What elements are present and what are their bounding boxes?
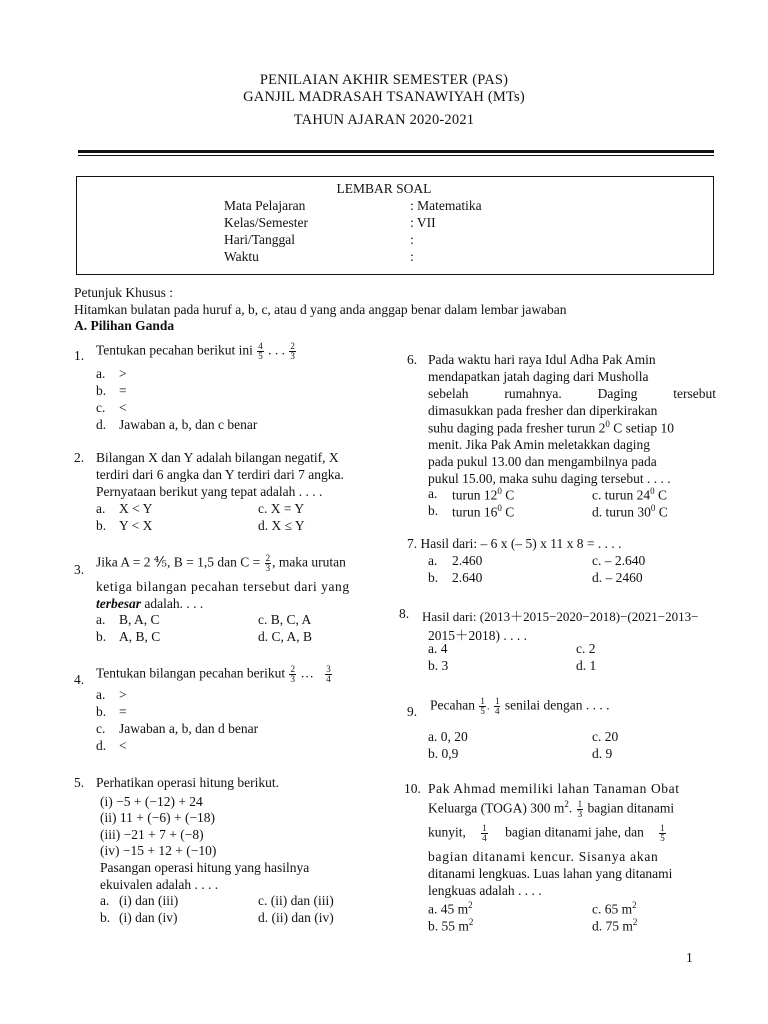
box-label-time: Waktu	[224, 249, 259, 264]
q7-text: 7. Hasil dari: – 6 x (– 5) x 11 x 8 = . . . .	[407, 536, 622, 551]
q10-option-b: b. 55 $m^2$	[428, 917, 474, 934]
q2-option-c: c. X = Y	[258, 501, 305, 516]
q3-option-b-letter: b.	[96, 629, 107, 644]
q3-number: 3.	[74, 562, 85, 577]
q6-line-1: Pada waktu hari raya Idul Adha Pak Amin	[428, 352, 656, 367]
page-number: 1	[686, 950, 693, 965]
q5-option-c: c. (ii) dan (iii)	[258, 893, 334, 908]
q4-option-b-letter: b.	[96, 704, 107, 719]
box-label-subject: Mata Pelajaran	[224, 198, 306, 213]
header-line-2: GANJIL MADRASAH TSANAWIYAH (MTs)	[243, 89, 525, 105]
header-line-1: PENILAIAN AKHIR SEMESTER (PAS)	[259, 72, 509, 88]
q3-option-b: A, B, C	[119, 629, 161, 644]
q4-fraction-2: $\frac{3}{4}$	[326, 664, 331, 684]
q5-option-a-letter: a.	[100, 893, 110, 908]
q5-number: 5.	[74, 775, 85, 790]
q10-line-1: Pak Ahmad memiliki lahan Tanaman Obat	[428, 781, 680, 796]
q6-line-7: pada pukul 13.00 dan mengambilnya pada	[428, 454, 657, 469]
q3-line-1: Jika A = 2 ⅘, B = 1,5 dan C = $\frac{2}{3}$ , maka urutan	[96, 553, 346, 573]
q1-fraction-1: $\frac{4}{5}$	[258, 341, 263, 361]
q4-option-c: Jawaban a, b, dan d benar	[119, 721, 259, 736]
q8-line-2: 2015＋2018) . . . .	[428, 628, 527, 643]
q7-option-a-letter: a.	[428, 553, 438, 568]
box-value-time: :	[410, 249, 414, 264]
q4-option-d: <	[119, 738, 127, 753]
q7-option-d: d. – 2460	[592, 570, 643, 585]
q1-option-c: <	[119, 400, 127, 415]
q5-item-iii: (iii) −21 + 7 + (−8)	[100, 827, 204, 842]
q4-number: 4.	[74, 672, 85, 687]
q3-line-2: ketiga bilangan pecahan tersebut dari yang	[96, 579, 350, 594]
q4-option-a-letter: a.	[96, 687, 106, 702]
q9-fraction-2: $\frac{1}{4}$	[494, 696, 500, 716]
q3-line-3: terbesar adalah. . . .	[96, 596, 204, 611]
q3-option-a-letter: a.	[96, 612, 106, 627]
q1-option-b-letter: b.	[96, 383, 107, 398]
q10-line-3: kunyit, $\frac{1}{4}$ bagian ditanami jahe, dan $\frac{1}{5}$	[428, 823, 665, 843]
q6-option-b: turun $16^0$ C	[452, 503, 515, 520]
q2-line-3: Pernyataan berikut yang tepat adalah . . . .	[96, 484, 323, 499]
q5-option-a: (i) dan (iii)	[119, 893, 179, 908]
q4-option-d-letter: d.	[96, 738, 107, 753]
q2-option-a-letter: a.	[96, 501, 106, 516]
q4-text: Tentukan bilangan pecahan berikut $\frac{2}{3}$ … $\frac{3}{4}$	[96, 664, 331, 684]
box-title: LEMBAR SOAL	[336, 181, 432, 196]
q10-option-c: c. 65 $m^2$	[592, 900, 637, 917]
q2-option-d: d. X ≤ Y	[258, 518, 305, 533]
q8-option-b: b. 3	[428, 658, 449, 673]
q10-number: 10.	[404, 781, 421, 796]
q10-line-5: ditanami lengkuas. Luas lahan yang ditanami	[428, 866, 673, 881]
q5-line-1: Perhatikan operasi hitung berikut.	[96, 775, 279, 790]
q10-line-2: Keluarga (TOGA) 300 $m^2$. $\frac{1}{3}$ bagian ditanami	[428, 798, 675, 819]
q2-option-b: Y < X	[119, 518, 153, 533]
q6-option-d: d. turun $30^0$ C	[592, 503, 668, 520]
box-label-date: Hari/Tanggal	[224, 232, 296, 247]
q6-line-2: mendapatkan jatah daging dari Musholla	[428, 369, 649, 384]
q10-option-a: a. 45 $m^2$	[428, 900, 473, 917]
q7-option-b-letter: b.	[428, 570, 439, 585]
q8-option-d: d. 1	[576, 658, 597, 673]
instructions-label: Petunjuk Khusus :	[74, 285, 174, 300]
q5-item-i: (i) −5 + (−12) + 24	[100, 794, 203, 809]
q5-option-b-letter: b.	[100, 910, 111, 925]
q2-number: 2.	[74, 450, 85, 465]
q3-option-c: c. B, C, A	[258, 612, 312, 627]
q9-option-c: c. 20	[592, 729, 619, 744]
q3-option-d: d. C, A, B	[258, 629, 313, 644]
q10-fraction-3: $\frac{1}{5}$	[660, 823, 665, 843]
q1-option-c-letter: c.	[96, 400, 106, 415]
q1-option-d-letter: d.	[96, 417, 107, 432]
q10-line-6: lengkuas adalah . . . .	[428, 883, 542, 898]
q6-number: 6.	[407, 352, 418, 367]
q1-option-b: =	[119, 383, 127, 398]
q10-line-4: bagian ditanami kencur. Sisanya akan	[428, 849, 659, 864]
q2-line-1: Bilangan X dan Y adalah bilangan negatif, X	[96, 450, 339, 465]
q6-option-a: turun $12^0$ C	[452, 486, 515, 503]
q5-item-ii: (ii) 11 + (−6) + (−18)	[100, 810, 216, 825]
q1-fraction-2: $\frac{2}{3}$	[290, 341, 295, 361]
header-rule-thick	[78, 150, 714, 153]
box-value-class: : VII	[410, 215, 436, 230]
q5-item-iv: (iv) −15 + 12 + (−10)	[100, 843, 217, 858]
q1-number: 1.	[74, 348, 85, 363]
q5-line-3: ekuivalen adalah . . . .	[100, 877, 219, 892]
q4-option-b: =	[119, 704, 127, 719]
q6-line-3: sebelah rumahnya. Daging tersebut	[428, 386, 716, 401]
box-label-class: Kelas/Semester	[224, 215, 308, 230]
q8-option-c: c. 2	[576, 641, 596, 656]
q9-option-b: b. 0,9	[428, 746, 459, 761]
header-rule-thin	[78, 155, 714, 156]
q4-fraction-1: $\frac{2}{3}$	[290, 664, 295, 684]
q4-option-a: >	[119, 687, 127, 702]
q6-option-a-letter: a.	[428, 486, 438, 501]
box-value-date: :	[410, 232, 414, 247]
q6-line-6: menit. Jika Pak Amin meletakkan daging	[428, 437, 650, 452]
q10-fraction-1: $\frac{1}{3}$	[577, 798, 583, 819]
q6-line-5: suhu daging pada fresher turun $2^0$ C setiap 10	[428, 419, 674, 436]
q10-option-d: d. 75 $m^2$	[592, 917, 638, 934]
q7-option-b: 2.640	[452, 570, 483, 585]
q9-option-d: d. 9	[592, 746, 613, 761]
q7-option-c: c. – 2.640	[592, 553, 646, 568]
q8-line-1: Hasil dari: (2013＋2015−2020−2018)−(2021−2013−	[422, 609, 699, 624]
q3-fraction: $\frac{2}{3}$	[265, 553, 271, 573]
q9-number: 9.	[407, 704, 418, 719]
q1-option-a: >	[119, 366, 127, 381]
q9-fraction-1: $\frac{1}{5}$	[480, 696, 485, 716]
q10-fraction-2: $\frac{1}{4}$	[482, 823, 487, 843]
q9-text: Pecahan $\frac{1}{5}$ . $\frac{1}{4}$ senilai dengan . . . .	[430, 696, 610, 716]
q9-option-a: a. 0, 20	[428, 729, 468, 744]
q2-option-b-letter: b.	[96, 518, 107, 533]
section-title: A. Pilihan Ganda	[74, 318, 175, 333]
instructions-text: Hitamkan bulatan pada huruf a, b, c, atau d yang anda anggap benar dalam lembar jawaban	[74, 302, 567, 317]
q5-line-2: Pasangan operasi hitung yang hasilnya	[100, 860, 310, 875]
q4-option-c-letter: c.	[96, 721, 106, 736]
header-line-3: TAHUN AJARAN 2020-2021	[293, 112, 475, 128]
q8-number: 8.	[399, 606, 410, 621]
q5-option-d: d. (ii) dan (iv)	[258, 910, 334, 925]
q1-option-a-letter: a.	[96, 366, 106, 381]
q5-option-b: (i) dan (iv)	[119, 910, 178, 925]
q8-option-a: a. 4	[428, 641, 448, 656]
q6-option-c: c. turun $24^0$ C	[592, 486, 668, 503]
box-value-subject: : Matematika	[410, 198, 482, 213]
q2-line-2: terdiri dari 6 angka dan Y terdiri dari 7 angka.	[96, 467, 344, 482]
q7-option-a: 2.460	[452, 553, 483, 568]
q6-option-b-letter: b.	[428, 503, 439, 518]
q2-option-a: X < Y	[119, 501, 153, 516]
q3-option-a: B, A, C	[119, 612, 160, 627]
q1-text: Tentukan pecahan berikut ini $\frac{4}{5}$ . . . $\frac{2}{3}$	[96, 341, 295, 361]
q6-line-8: pukul 15.00, maka suhu daging tersebut . . . .	[428, 471, 671, 486]
q6-line-4: dimasukkan pada fresher dan diperkirakan	[428, 403, 658, 418]
q1-option-d: Jawaban a, b, dan c benar	[119, 417, 258, 432]
